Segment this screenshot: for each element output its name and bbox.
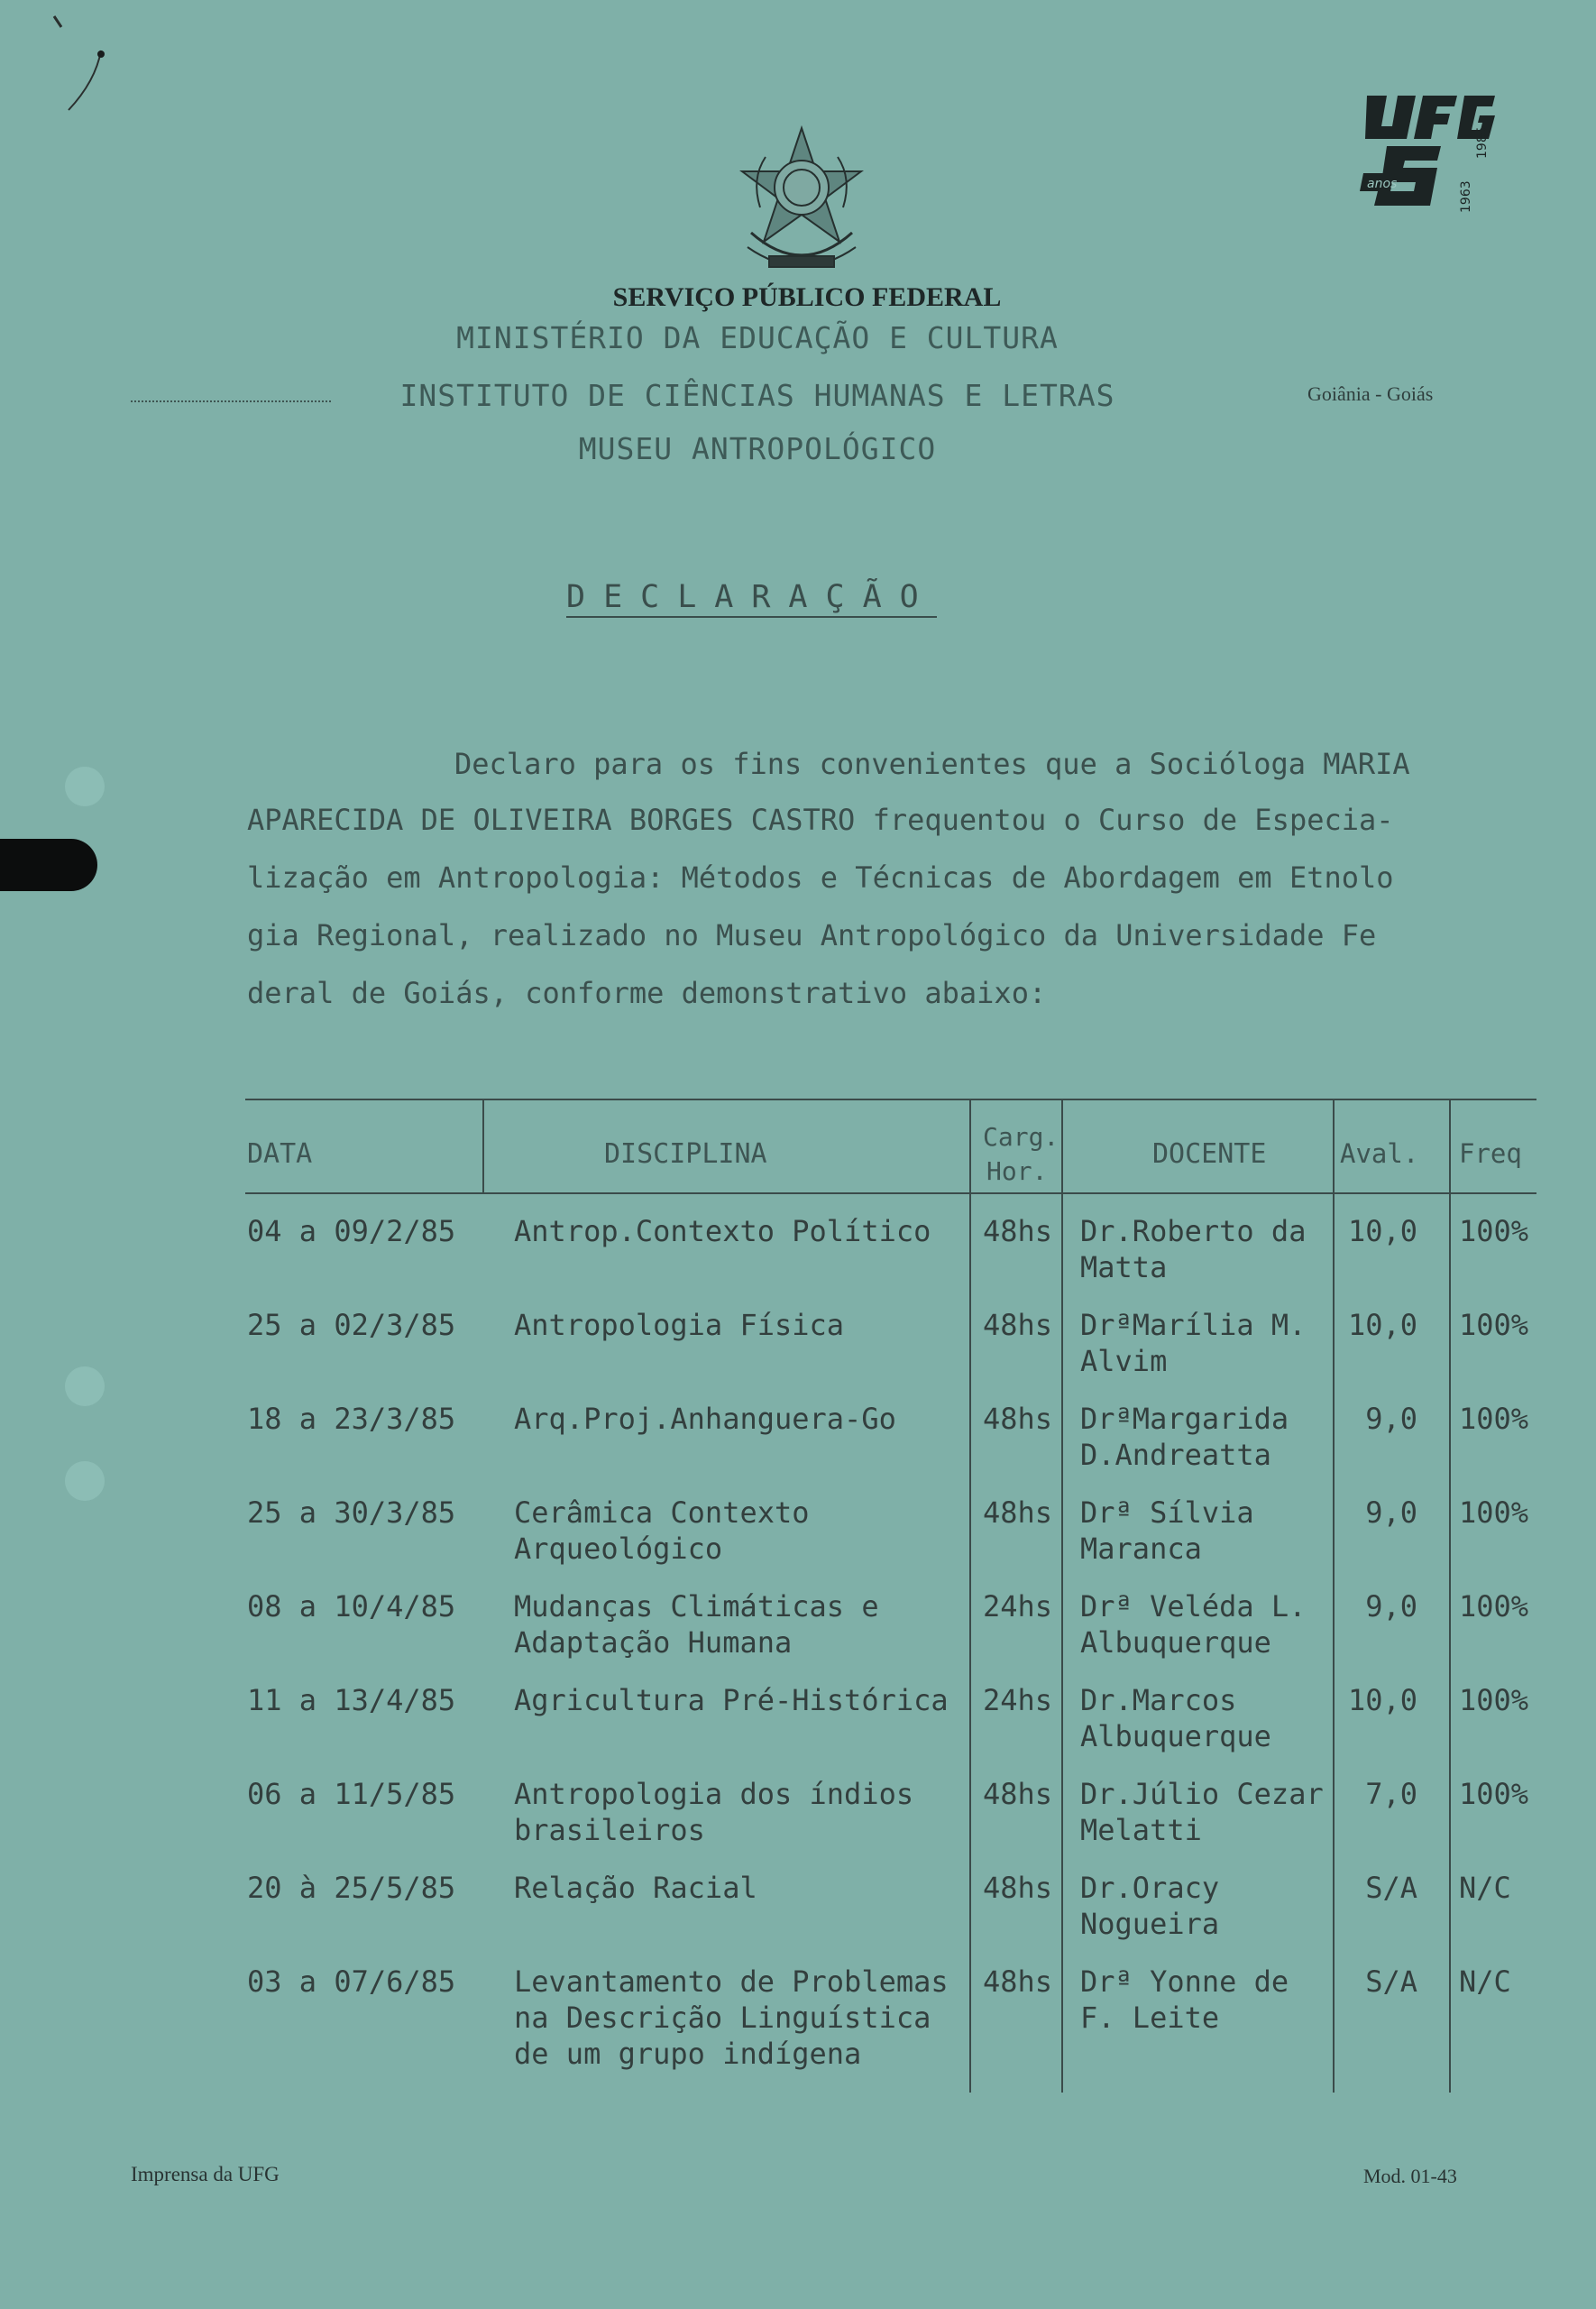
city-label: Goiânia - Goiás (1307, 382, 1434, 405)
cell-aval: 7,0 (1365, 1777, 1417, 1811)
cell-data: 20 à 25/5/85 (247, 1871, 456, 1905)
cell-freq: N/C (1459, 1964, 1511, 1999)
cell-freq: 100% (1459, 1589, 1529, 1624)
svg-text:1963: 1963 (1459, 180, 1473, 213)
header-carga: Carg. (983, 1122, 1059, 1152)
cell-disciplina: Levantamento de Problemas na Descrição Linguística de um grupo indígena (514, 1964, 949, 2071)
cell-disciplina: Relação Racial (514, 1871, 757, 1905)
punch-hole (65, 1366, 105, 1406)
col-divider (1449, 1100, 1451, 2093)
cell-freq: 100% (1459, 1214, 1529, 1248)
cell-aval: 9,0 (1365, 1589, 1417, 1624)
cell-docente: DrªMarília M. Alvim (1080, 1308, 1307, 1378)
cell-carga: 48hs (983, 1214, 1053, 1248)
svg-text:anos: anos (1367, 177, 1398, 191)
footer-printer: Imprensa da UFG (131, 2163, 280, 2185)
cell-aval: 9,0 (1365, 1402, 1417, 1436)
cell-data: 25 a 30/3/85 (247, 1495, 456, 1530)
cell-carga: 48hs (983, 1495, 1053, 1530)
cell-disciplina: Mudanças Climáticas e Adaptação Humana (514, 1589, 879, 1660)
svg-text:1985: 1985 (1475, 126, 1490, 159)
body-line: deral de Goiás, conforme demonstrativo abaixo: (247, 976, 1047, 1010)
cell-disciplina: Antrop.Contexto Político (514, 1214, 931, 1248)
cell-docente: Dr.Júlio Cezar Melatti (1080, 1777, 1324, 1847)
cell-docente: Dr.Roberto da Matta (1080, 1214, 1307, 1284)
cell-data: 08 a 10/4/85 (247, 1589, 456, 1624)
cell-freq: 100% (1459, 1308, 1529, 1342)
cell-carga: 48hs (983, 1964, 1053, 1999)
cell-freq: 100% (1459, 1495, 1529, 1530)
col-divider (969, 1100, 971, 2093)
cell-freq: 100% (1459, 1402, 1529, 1436)
cell-data: 11 a 13/4/85 (247, 1683, 456, 1717)
cell-carga: 48hs (983, 1871, 1053, 1905)
cell-docente: Dr.Oracy Nogueira (1080, 1871, 1220, 1941)
body-line: APARECIDA DE OLIVEIRA BORGES CASTRO frequentou o Curso de Especia- (247, 803, 1394, 837)
ministry-line: MINISTÉRIO DA EDUCAÇÃO E CULTURA (456, 320, 1059, 355)
cell-carga: 48hs (983, 1402, 1053, 1436)
footer-form-code: Mod. 01-43 (1363, 2165, 1457, 2187)
cell-aval: 9,0 (1365, 1495, 1417, 1530)
cell-freq: 100% (1459, 1683, 1529, 1717)
cell-disciplina: Cerâmica Contexto Arqueológico (514, 1495, 810, 1566)
cell-aval: S/A (1365, 1871, 1417, 1905)
cell-carga: 24hs (983, 1589, 1053, 1624)
punch-hole (65, 1461, 105, 1501)
cell-carga: 48hs (983, 1308, 1053, 1342)
cell-docente: Drª Sílvia Maranca (1080, 1495, 1254, 1566)
cell-disciplina: Agricultura Pré-Histórica (514, 1683, 949, 1717)
cell-docente: Drª Veléda L. Albuquerque (1080, 1589, 1307, 1660)
cell-aval: S/A (1365, 1964, 1417, 1999)
header-disciplina: DISCIPLINA (604, 1138, 767, 1170)
cell-freq: N/C (1459, 1871, 1511, 1905)
body-line: gia Regional, realizado no Museu Antropológico da Universidade Fe (247, 918, 1377, 952)
table-top-rule (245, 1099, 1536, 1100)
punch-hole (65, 767, 105, 806)
museum-line: MUSEU ANTROPOLÓGICO (578, 431, 937, 466)
cell-docente: Drª Yonne de F. Leite (1080, 1964, 1289, 2035)
cell-data: 06 a 11/5/85 (247, 1777, 456, 1811)
table-header-rule (245, 1192, 1536, 1194)
cell-aval: 10,0 (1347, 1214, 1417, 1248)
cell-aval: 10,0 (1347, 1683, 1417, 1717)
col-divider (482, 1100, 484, 1192)
body-line: lização em Antropologia: Métodos e Técnicas de Abordagem em Etnolo (247, 860, 1394, 895)
ink-blot (0, 839, 97, 891)
cell-carga: 48hs (983, 1777, 1053, 1811)
header-docente: DOCENTE (1152, 1138, 1267, 1170)
cell-disciplina: Antropologia dos índios brasileiros (514, 1777, 914, 1847)
cell-docente: Dr.Marcos Albuquerque (1080, 1683, 1271, 1753)
col-divider (1333, 1100, 1335, 2093)
cell-data: 25 a 02/3/85 (247, 1308, 456, 1342)
cell-data: 04 a 09/2/85 (247, 1214, 456, 1248)
service-title: SERVIÇO PÚBLICO FEDERAL (612, 282, 1002, 312)
pen-marks (36, 9, 117, 117)
header-horas: Hor. (986, 1156, 1048, 1186)
cell-aval: 10,0 (1347, 1308, 1417, 1342)
document-title: DECLARAÇÃO (566, 579, 937, 618)
institute-line: INSTITUTO DE CIÊNCIAS HUMANAS E LETRAS (399, 378, 1115, 413)
ufg-25-anos-logo (1351, 87, 1500, 213)
cell-data: 03 a 07/6/85 (247, 1964, 456, 1999)
coat-of-arms-seal (733, 124, 870, 280)
cell-docente: DrªMargarida D.Andreatta (1080, 1402, 1289, 1472)
cell-carga: 24hs (983, 1683, 1053, 1717)
cell-disciplina: Arq.Proj.Anhanguera-Go (514, 1402, 896, 1436)
cell-data: 18 a 23/3/85 (247, 1402, 456, 1436)
header-aval: Aval. (1340, 1138, 1419, 1169)
body-line: Declaro para os fins convenientes que a Socióloga MARIA (454, 747, 1410, 781)
header-data: DATA (247, 1138, 313, 1170)
header-freq: Freq (1459, 1138, 1522, 1169)
cell-freq: 100% (1459, 1777, 1529, 1811)
cell-disciplina: Antropologia Física (514, 1308, 845, 1342)
